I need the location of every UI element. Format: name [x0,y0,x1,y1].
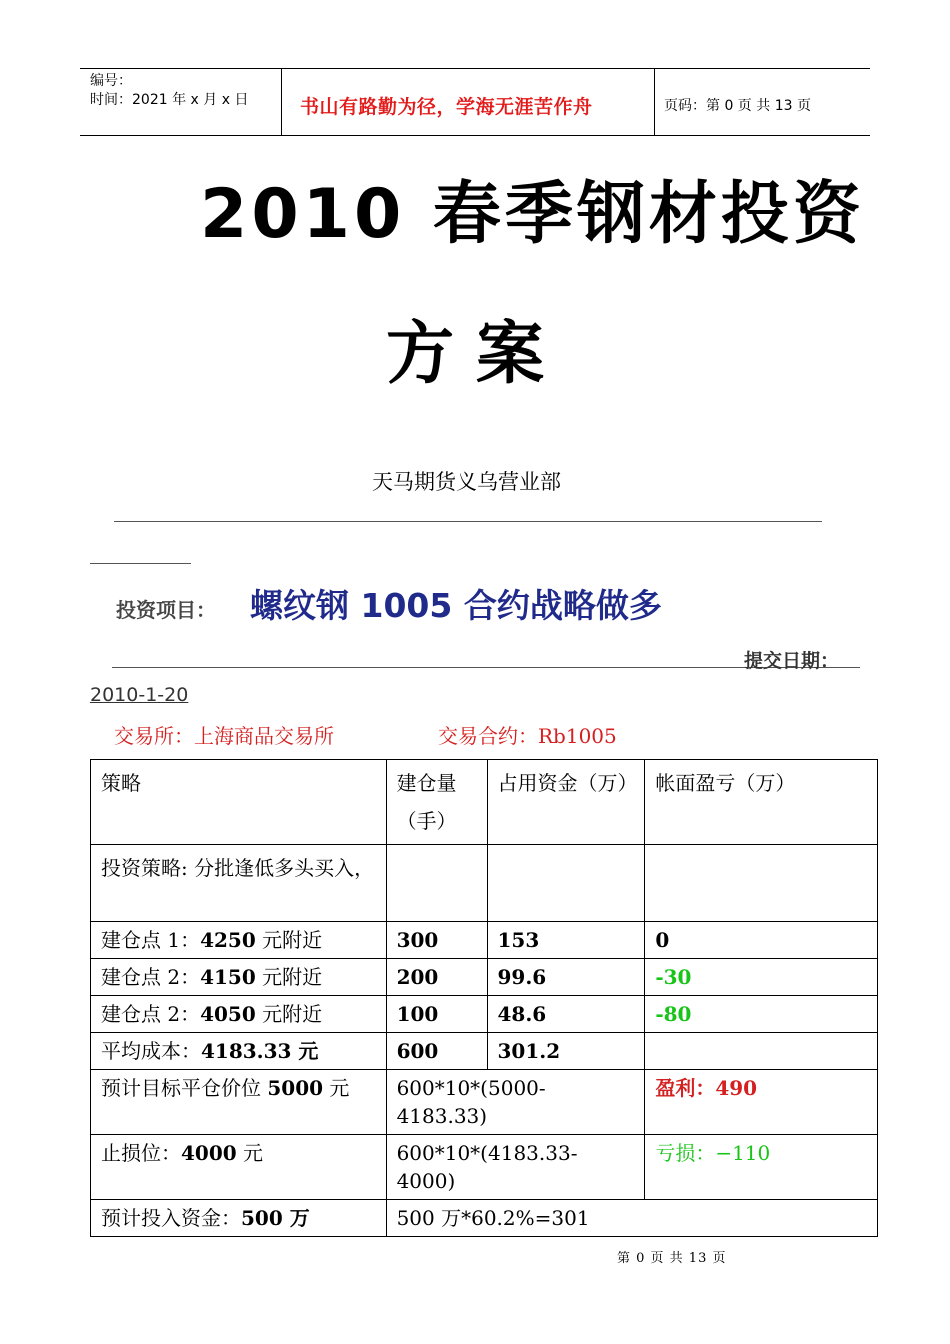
header-page-info: 页码：第 0 页 共 13 页 [664,98,811,114]
document-title-line1: 2010 春季钢材投资 [200,175,865,254]
cell-capital: 301.2 [487,1033,645,1070]
strategy-suffix: 元附近 [255,965,323,989]
cell-target-formula: 600*10*(5000-4183.33) [386,1070,645,1135]
divider-rule-short [90,563,191,564]
invest-prefix: 预计投入资金： [101,1206,241,1230]
page-footer: 第 0 页 共 13 页 [617,1251,727,1266]
header-cell-qty: 建仓量（手） [386,760,487,845]
cell-invest [91,1200,387,1237]
target-price: 5000 [267,1076,324,1100]
strategy-price: 4250 [200,928,256,952]
contract-name: 交易合约：Rb1005 [438,724,617,748]
header-top-rule [80,68,870,69]
cell-strategy [91,996,387,1033]
table-row [91,1033,878,1070]
stop-suffix: 元 [236,1141,264,1165]
organization-name: 天马期货义乌营业部 [372,470,561,494]
strategy-price: 4150 [200,965,256,989]
header-bottom-rule [80,135,870,136]
table-row-target [91,1070,878,1135]
cell-qty: 200 [386,959,487,996]
header-cell-strategy: 策略 [91,760,387,845]
cell-capital: 153 [487,922,645,959]
stop-prefix: 止损位： [101,1141,181,1165]
cell-qty: 600 [386,1033,487,1070]
stop-price: 4000 [181,1141,237,1165]
submit-date: 2010-1-20 [90,684,189,706]
cell-invest-formula: 500 万*60.2%=301 [386,1200,877,1237]
header-cell-capital: 占用资金（万） [487,760,645,845]
cell-pnl [645,1033,878,1070]
strategy-prefix: 建仓点 2： [101,1002,201,1026]
table-header-row [91,760,878,845]
header-divider [654,68,655,135]
header-meta [90,72,248,110]
table-row-invest [91,1200,878,1237]
cell-qty: 100 [386,996,487,1033]
cell-pnl [645,845,878,922]
project-value: 螺纹钢 1005 合约战略做多 [250,586,662,625]
cell-capital [487,845,645,922]
cell-pnl: 0 [645,922,878,959]
header-divider [281,68,282,135]
table-row [91,996,878,1033]
strategy-price: 4050 [200,1002,256,1026]
table-row [91,845,878,922]
exchange-name: 交易所：上海商品交易所 [114,724,334,748]
cell-target-result: 盈利：490 [645,1070,878,1135]
cell-strategy: 投资策略: 分批逢低多头买入， [91,845,387,922]
table-row [91,959,878,996]
target-prefix: 预计目标平仓价位 [101,1076,268,1100]
strategy-suffix: 元附近 [255,1002,323,1026]
cell-capital: 99.6 [487,959,645,996]
divider-rule [114,521,822,522]
cell-stop-result: 亏损：−110 [645,1135,878,1200]
table-row-stop [91,1135,878,1200]
strategy-table [90,759,878,1237]
strategy-prefix: 建仓点 2： [101,965,201,989]
strategy-suffix: 元附近 [255,928,323,952]
invest-amount: 500 万 [241,1206,310,1230]
cell-strategy [91,959,387,996]
cell-capital: 48.6 [487,996,645,1033]
cell-pnl: -30 [645,959,878,996]
strategy-price: 4183.33 元 [201,1039,319,1063]
cell-strategy [91,1033,387,1070]
cell-stop [91,1135,387,1200]
cell-qty: 300 [386,922,487,959]
cell-qty [386,845,487,922]
target-suffix: 元 [323,1076,350,1100]
strategy-prefix: 平均成本： [101,1039,201,1063]
header-cell-pnl: 帐面盈亏（万） [645,760,878,845]
submit-date-label: 提交日期： [744,650,840,672]
document-title-line2: 方案 [386,315,567,394]
table-row [91,922,878,959]
time-label: 时间：2021 年 x 月 x 日 [90,92,249,108]
cell-pnl: -80 [645,996,878,1033]
cell-stop-formula: 600*10*(4183.33-4000) [386,1135,645,1200]
project-label: 投资项目： [116,598,216,622]
header-motto: 书山有路勤为径，学海无涯苦作舟 [300,96,593,118]
cell-target [91,1070,387,1135]
strategy-prefix: 建仓点 1： [101,928,201,952]
cell-strategy [91,922,387,959]
number-label: 编号： [90,73,132,89]
